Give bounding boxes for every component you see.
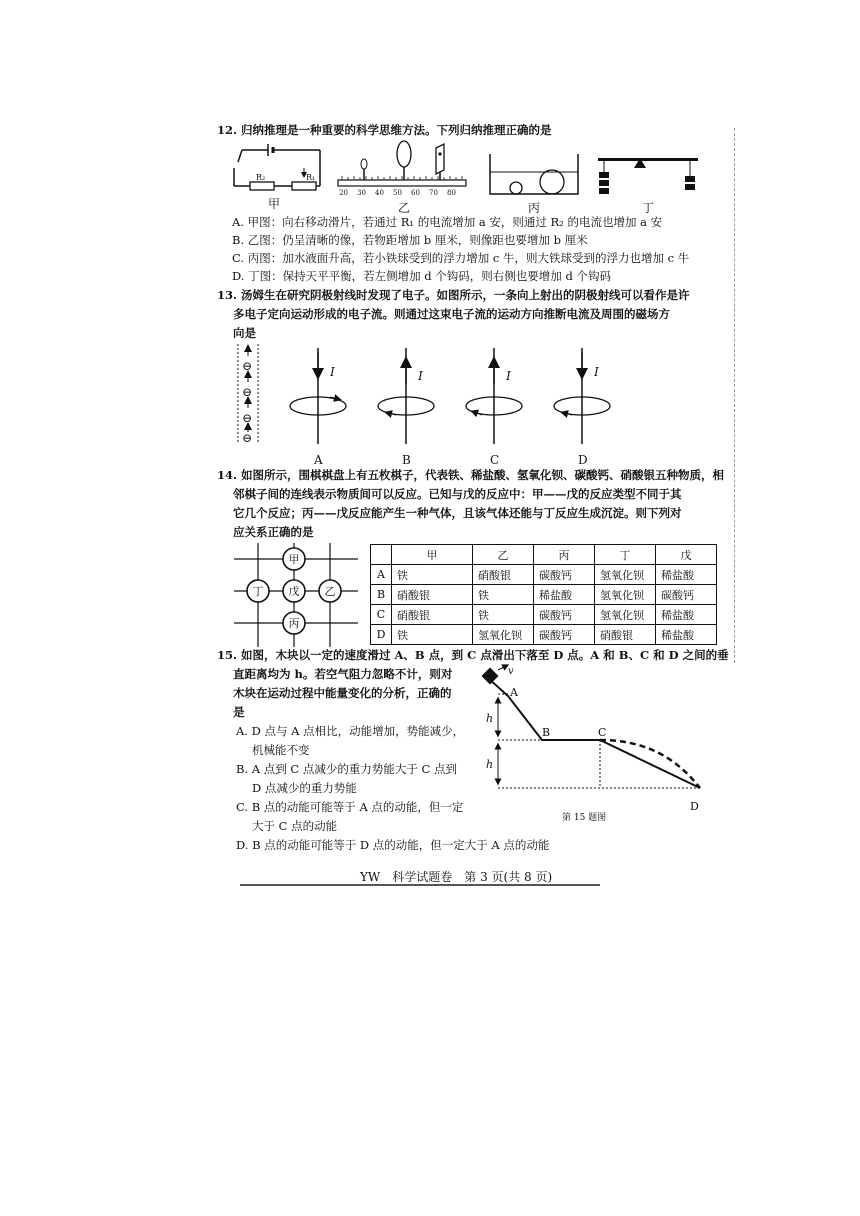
point-b: B bbox=[542, 726, 551, 739]
table-cell: 碳酸钙 bbox=[534, 565, 595, 585]
table-cell: 稀盐酸 bbox=[656, 625, 717, 645]
page-footer: YW 科学试题卷 第 3 页(共 8 页) bbox=[360, 870, 553, 884]
table-cell: 氢氧化钡 bbox=[595, 565, 656, 585]
ruler-tick-60: 60 bbox=[411, 189, 420, 197]
fig-label-bing: 丙 bbox=[528, 201, 541, 215]
electron-4: ⊖ bbox=[242, 431, 253, 445]
piece-jia: 甲 bbox=[288, 553, 300, 566]
r2-label: R₂ bbox=[256, 173, 266, 182]
q15-line-4: 是 bbox=[233, 705, 245, 719]
ruler-tick-50: 50 bbox=[393, 189, 402, 197]
h-label-upper: h bbox=[486, 712, 494, 725]
piece-wu: 戊 bbox=[288, 585, 300, 598]
q15-option-c: C. B 点的动能可能等于 A 点的动能，但一定 bbox=[236, 800, 464, 814]
q12-stem: 12. 归纳推理是一种重要的科学思维方法。下列归纳推理正确的是 bbox=[217, 123, 552, 137]
q15-slope-figure bbox=[478, 664, 710, 826]
table-header-cell bbox=[371, 545, 392, 565]
q15-option-b-cont: D 点减少的重力势能 bbox=[252, 781, 357, 795]
q14-line-1: 14. 如图所示，围棋棋盘上有五枚棋子，代表铁、稀盐酸、氢氧化钡、碳酸钙、硝酸银五种物质，相 bbox=[217, 468, 725, 482]
q12-figure-bing bbox=[488, 152, 588, 214]
ruler-tick-80: 80 bbox=[447, 189, 456, 197]
r1-label: R₁ bbox=[306, 173, 316, 182]
table-header-cell: 丁 bbox=[595, 545, 656, 565]
piece-bing: 丙 bbox=[288, 617, 300, 630]
q12-figure-ding bbox=[594, 150, 704, 214]
table-cell: 铁 bbox=[392, 565, 473, 585]
table-cell: D bbox=[371, 625, 392, 645]
table-cell: C bbox=[371, 605, 392, 625]
q12-option-a: A. 甲图：向右移动滑片，若通过 R₁ 的电流增加 a 安，则通过 R₂ 的电流也增加 a 安 bbox=[232, 215, 663, 229]
electron-1: ⊖ bbox=[242, 359, 253, 373]
table-cell: 氢氧化钡 bbox=[595, 605, 656, 625]
table-header-cell: 戊 bbox=[656, 545, 717, 565]
figure-caption: 第 15 题图 bbox=[562, 813, 607, 823]
q15-option-a-cont: 机械能不变 bbox=[252, 743, 310, 757]
ruler-tick-20: 20 bbox=[339, 189, 348, 197]
table-cell: 氢氧化钡 bbox=[473, 625, 534, 645]
choice-c: C bbox=[490, 453, 500, 467]
table-cell: 稀盐酸 bbox=[534, 585, 595, 605]
margin-line bbox=[734, 128, 736, 663]
table-row bbox=[371, 565, 717, 585]
q15-option-b: B. A 点到 C 点减少的重力势能大于 C 点到 bbox=[236, 762, 457, 776]
table-header-cell: 丙 bbox=[534, 545, 595, 565]
current-label-d: I bbox=[594, 365, 599, 379]
piece-ding: 丁 bbox=[252, 585, 264, 598]
table-row bbox=[371, 605, 717, 625]
electron-3: ⊖ bbox=[242, 411, 253, 425]
choice-b: B bbox=[402, 453, 411, 467]
electron-2: ⊖ bbox=[242, 385, 253, 399]
table-cell: 稀盐酸 bbox=[656, 565, 717, 585]
table-cell: B bbox=[371, 585, 392, 605]
q15-line-1: 15. 如图，木块以一定的速度滑过 A、B 点，到 C 点滑出下落至 D 点。A 和 B、C 和 D 之间的垂 bbox=[217, 648, 729, 662]
table-cell: 硝酸银 bbox=[392, 585, 473, 605]
table-cell: 铁 bbox=[473, 605, 534, 625]
piece-yi: 乙 bbox=[324, 585, 336, 598]
q13-line-2: 多电子定向运动形成的电子流。则通过这束电子流的运动方向推断电流及周围的磁场方 bbox=[233, 307, 670, 321]
ruler-tick-40: 40 bbox=[375, 189, 384, 197]
q12-figure-yi bbox=[336, 140, 472, 214]
table-header-cell: 甲 bbox=[392, 545, 473, 565]
table-cell: 硝酸银 bbox=[595, 625, 656, 645]
v-label: v bbox=[508, 666, 514, 677]
table-cell: 铁 bbox=[392, 625, 473, 645]
fig-label-yi: 乙 bbox=[398, 201, 411, 215]
q13-line-3: 向是 bbox=[233, 326, 256, 340]
ruler-tick-70: 70 bbox=[429, 189, 438, 197]
table-cell: 硝酸银 bbox=[473, 565, 534, 585]
q14-answer-table bbox=[370, 544, 717, 645]
current-label-a: I bbox=[330, 365, 335, 379]
table-cell: 铁 bbox=[473, 585, 534, 605]
table-row bbox=[371, 625, 717, 645]
q15-line-3: 木块在运动过程中能量变化的分析，正确的 bbox=[233, 686, 452, 700]
q13-line-1: 13. 汤姆生在研究阴极射线时发现了电子。如图所示，一条向上射出的阴极射线可以看作是许 bbox=[217, 288, 690, 302]
q13-figure bbox=[230, 344, 640, 468]
q15-option-a: A. D 点与 A 点相比，动能增加，势能减少， bbox=[236, 724, 465, 738]
point-d: D bbox=[690, 800, 699, 813]
choice-a: A bbox=[314, 453, 323, 467]
table-row bbox=[371, 585, 717, 605]
point-a: A bbox=[510, 686, 518, 699]
choice-d: D bbox=[578, 453, 588, 467]
table-cell: 硝酸银 bbox=[392, 605, 473, 625]
q12-figure-jia bbox=[228, 142, 328, 212]
footer-rule bbox=[240, 884, 600, 886]
point-c: C bbox=[598, 726, 607, 739]
q14-line-4: 应关系正确的是 bbox=[233, 525, 314, 539]
table-header-row bbox=[371, 545, 717, 565]
table-cell: A bbox=[371, 565, 392, 585]
table-cell: 碳酸钙 bbox=[534, 625, 595, 645]
q15-option-c-cont: 大于 C 点的动能 bbox=[252, 819, 338, 833]
q12-option-b: B. 乙图：仍呈清晰的像，若物距增加 b 厘米，则像距也要增加 b 厘米 bbox=[232, 233, 588, 247]
table-header-cell: 乙 bbox=[473, 545, 534, 565]
current-label-b: I bbox=[418, 369, 423, 383]
go-board-figure bbox=[234, 543, 358, 647]
table-cell: 氢氧化钡 bbox=[595, 585, 656, 605]
q15-option-d: D. B 点的动能可能等于 D 点的动能，但一定大于 A 点的动能 bbox=[236, 838, 550, 852]
q14-line-3: 它几个反应；丙——戊反应能产生一种气体，且该气体还能与丁反应生成沉淀。则下列对 bbox=[233, 506, 682, 520]
table-cell: 碳酸钙 bbox=[656, 585, 717, 605]
fig-label-ding: 丁 bbox=[642, 201, 655, 215]
fig-label-jia: 甲 bbox=[268, 197, 281, 211]
q15-line-2: 直距离均为 h。若空气阻力忽略不计，则对 bbox=[233, 667, 453, 681]
ruler-tick-30: 30 bbox=[357, 189, 366, 197]
current-label-c: I bbox=[506, 369, 511, 383]
q12-option-c: C. 丙图：加水液面升高，若小铁球受到的浮力增加 c 牛，则大铁球受到的浮力也增加 c 牛 bbox=[232, 251, 690, 265]
h-label-lower: h bbox=[486, 758, 494, 771]
q12-option-d: D. 丁图：保持天平平衡，若左侧增加 d 个钩码，则右侧也要增加 d 个钩码 bbox=[232, 269, 611, 283]
table-cell: 稀盐酸 bbox=[656, 605, 717, 625]
table-cell: 碳酸钙 bbox=[534, 605, 595, 625]
q14-line-2: 邻棋子间的连线表示物质间可以反应。已知与戊的反应中：甲——戊的反应类型不同于其 bbox=[233, 487, 682, 501]
